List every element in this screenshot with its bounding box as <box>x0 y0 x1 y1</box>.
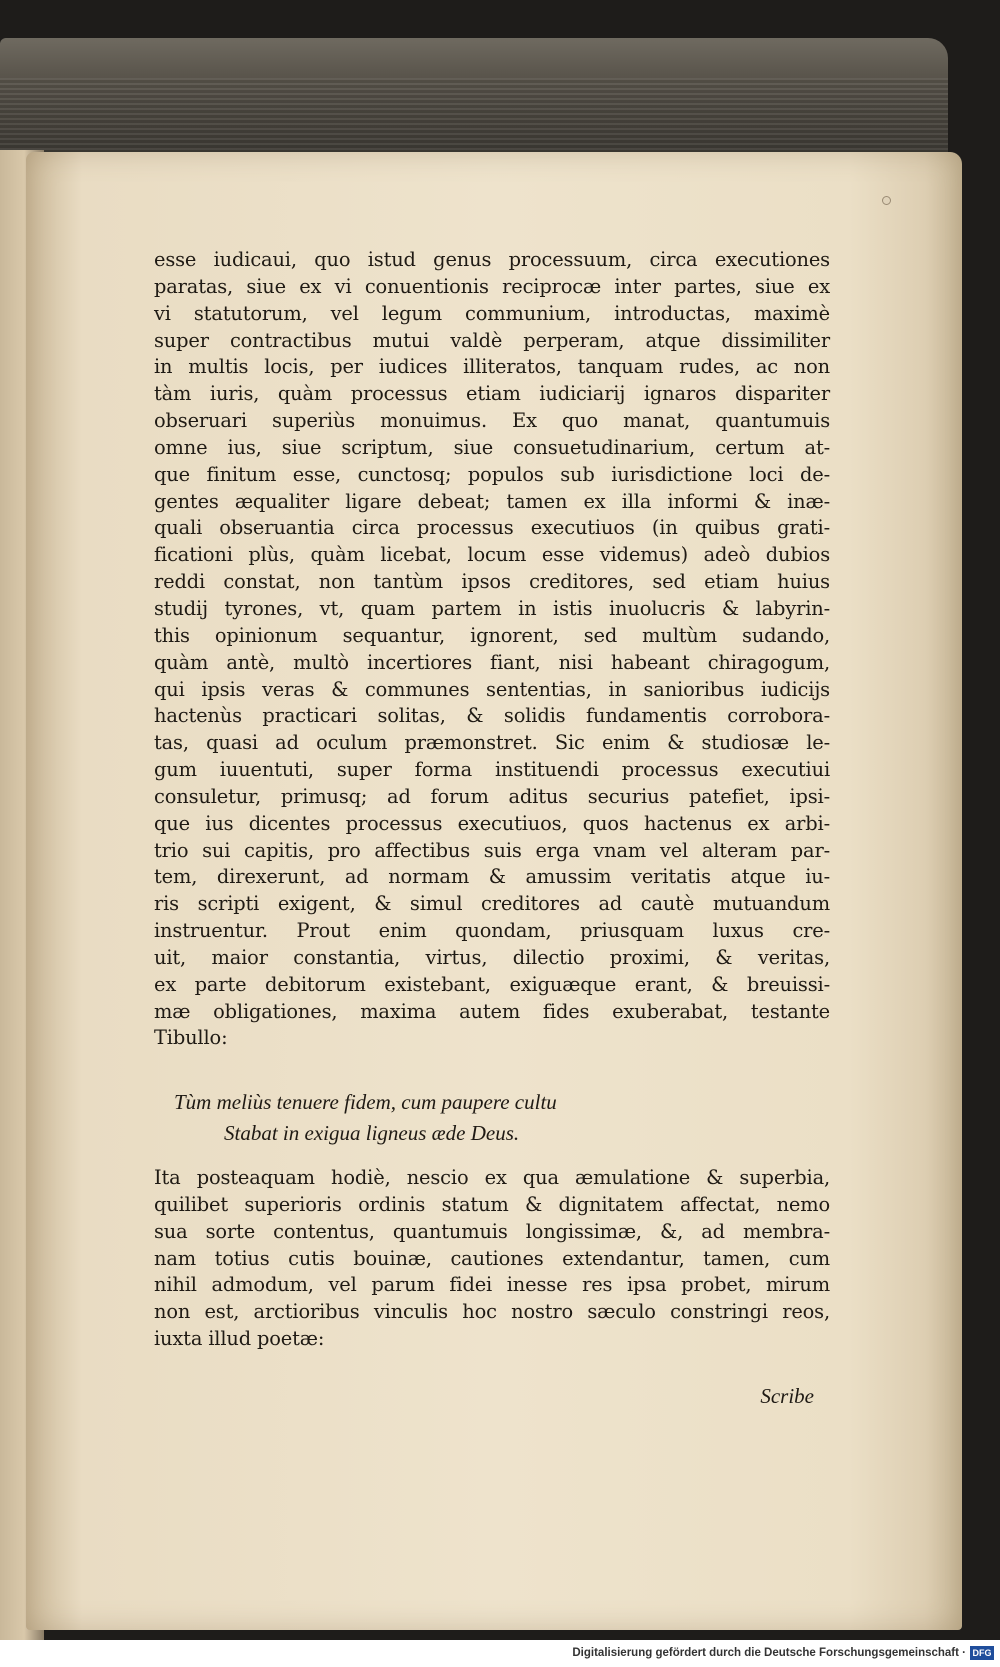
text-line: qui ipsis veras & communes sententias, in sanioribus iudicijs <box>154 677 830 701</box>
text-line: tem, direxerunt, ad normam & amussim veritatis atque iu- <box>154 865 830 889</box>
text-line: esse iudicaui, quo istud genus processuum, circa executiones <box>154 248 830 271</box>
text-line: Tùm meliùs tenuere fidem, cum paupere cultu <box>174 1090 557 1114</box>
text-line: nihil admodum, vel parum fidei inesse res ipsa probet, mirum <box>154 1273 830 1297</box>
text-line: omne ius, siue scriptum, siue consuetudinarium, certum at- <box>154 435 830 459</box>
text-line: quali obseruantia circa processus executiuos (in quibus grati- <box>154 516 830 540</box>
text-line: Ita posteaquam hodiè, nescio ex qua æmulatione & superbia, <box>154 1166 830 1189</box>
digitization-credit: Digitalisierung gefördert durch die Deutsche Forschungsgemeinschaft · <box>572 1647 966 1659</box>
text-line: que finitum esse, cunctosq; populos sub iurisdictione loci de- <box>154 462 830 486</box>
text-line: uit, maior constantia, virtus, dilectio proximi, & veritas, <box>154 945 830 969</box>
text-line: in multis locis, per iudices illiteratos, tanquam rudes, ac non <box>154 355 830 379</box>
text-line: Stabat in exigua ligneus æde Deus. <box>224 1121 520 1145</box>
text-line: mæ obligationes, maxima autem fides exuberabat, testante <box>154 999 830 1023</box>
text-line: reddi constat, non tantùm ipsos creditores, sed etiam huius <box>154 570 830 594</box>
text-line: obseruari superiùs monuimus. Ex quo manat, quantumuis <box>154 409 830 433</box>
text-line: tas, quasi ad oculum præmonstret. Sic enim & studiosæ le- <box>154 731 830 755</box>
text-line: ris scripti exigent, & simul creditores ad cautè mutuandum <box>154 892 830 916</box>
text-line: consuletur, primusq; ad forum aditus securius patefiet, ipsi- <box>154 784 830 808</box>
text-line: paratas, siue ex vi conuentionis reciprocæ inter partes, siue ex <box>154 274 830 298</box>
catchword: Scribe <box>760 1384 814 1408</box>
book-top-edge <box>0 38 948 163</box>
text-line: non est, arctioribus vinculis hoc nostro sæculo constringi reos, <box>154 1300 830 1324</box>
text-line: sua sorte contentus, quantumuis longissimæ, &, ad membra- <box>154 1219 830 1243</box>
text-line: hactenùs practicari solitas, & solidis fundamentis corrobora- <box>154 704 830 728</box>
text-line: ficationi plùs, quàm licebat, locum esse videmus) adeò dubios <box>154 543 830 567</box>
text-line: this opinionum sequantur, ignorent, sed multùm sudando, <box>154 623 830 647</box>
paragraph-1 <box>154 247 830 1052</box>
dfg-logo: DFG <box>970 1646 994 1660</box>
text-line: instruentur. Prout enim quondam, priusquam luxus cre- <box>154 919 830 943</box>
paragraph-2 <box>154 1165 830 1353</box>
quoted-verse <box>174 1087 814 1149</box>
footer-bar <box>0 1640 1000 1667</box>
text-line: tàm iuris, quàm processus etiam iudiciarij ignaros dispariter <box>154 382 830 406</box>
text-line: iuxta illud poetæ: <box>154 1327 325 1351</box>
text-line: vi statutorum, vel legum communium, introductas, maximè <box>154 301 830 325</box>
text-line: gentes æqualiter ligare debeat; tamen ex illa informi & inæ- <box>154 489 830 513</box>
book-page <box>26 152 962 1630</box>
page-spot <box>882 196 891 205</box>
text-line: studij tyrones, vt, quam partem in istis inuolucris & labyrin- <box>154 596 830 620</box>
text-line: ex parte debitorum existebant, exiguæque erant, & breuissi- <box>154 972 830 996</box>
text-line: Tibullo: <box>154 1026 228 1050</box>
text-line: nam totius cutis bouinæ, cautiones extendantur, tamen, cum <box>154 1246 830 1270</box>
text-line: gum iuuentuti, super forma instituendi processus executiui <box>154 758 830 782</box>
text-line: quàm antè, multò incertiores fiant, nisi habeant chiragogum, <box>154 650 830 674</box>
text-line: quilibet superioris ordinis statum & dignitatem affectat, nemo <box>154 1192 830 1216</box>
text-line: trio sui capitis, pro affectibus suis erga vnam vel alteram par- <box>154 838 830 862</box>
text-line: que ius dicentes processus executiuos, quos hactenus ex arbi- <box>154 811 830 835</box>
text-line: super contractibus mutui valdè perperam, atque dissimiliter <box>154 328 830 352</box>
